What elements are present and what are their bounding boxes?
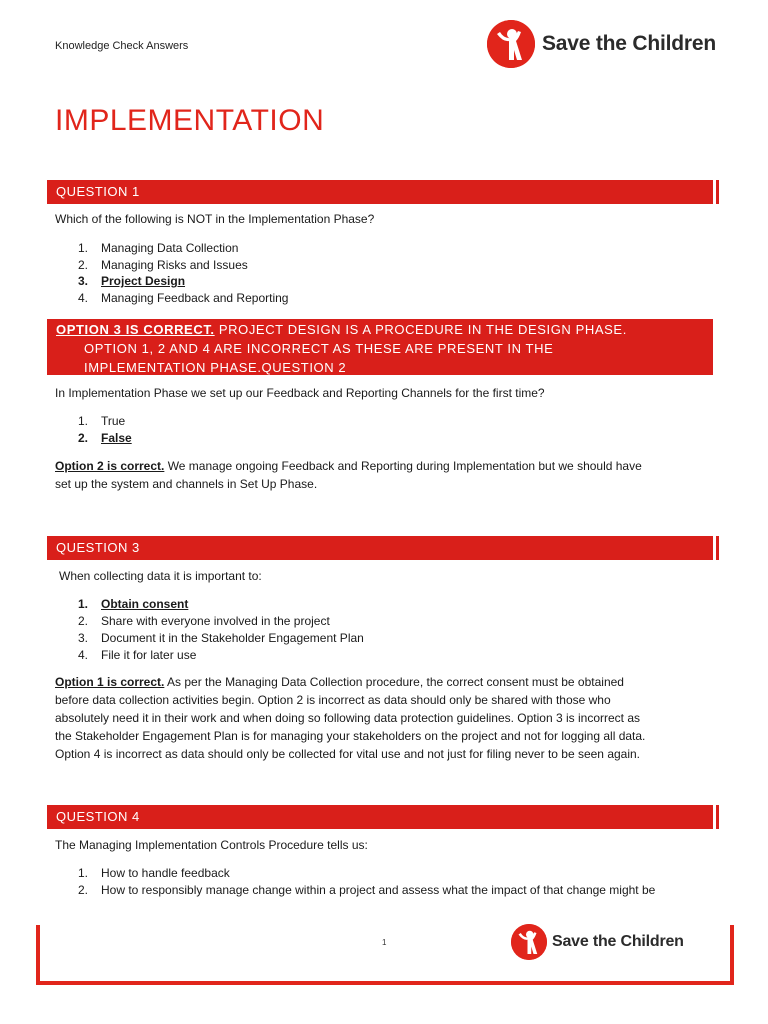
document-header-label: Knowledge Check Answers	[55, 40, 189, 52]
answer-lead: OPTION 3 IS CORRECT.	[56, 322, 215, 337]
answer-text: OPTION 1, 2 AND 4 ARE INCORRECT AS THESE ARE PRESENT IN THE	[84, 341, 554, 356]
question-1-heading: QUESTION 1	[56, 184, 140, 199]
save-the-children-logo	[487, 20, 716, 68]
answer-text: IMPLEMENTATION PHASE.QUESTION 2	[84, 360, 347, 375]
question-1-text: Which of the following is NOT in the Implementation Phase?	[55, 212, 375, 226]
logo-text: Save the Children	[542, 32, 716, 55]
question-3-heading-bar	[47, 536, 713, 560]
list-item-correct: 3. Project Design	[78, 274, 186, 288]
list-item: 4. Managing Feedback and Reporting	[78, 291, 289, 305]
child-figure-icon	[511, 924, 547, 960]
question-1-heading-bar	[47, 180, 713, 204]
list-item: 2. Share with everyone involved in the project	[78, 614, 330, 628]
list-item-correct: 2. False	[78, 431, 132, 445]
list-item: 2. Managing Risks and Issues	[78, 258, 248, 272]
list-item: 1. True	[78, 414, 126, 428]
list-item-correct: 1. Obtain consent	[78, 597, 189, 611]
list-item: 3. Document it in the Stakeholder Engagement Plan	[78, 631, 364, 645]
question-3-answer: Option 1 is correct. As per the Managing Data Collection procedure, the correct consent must be obtained before data collection activities begin. Option 2 is incorrect as data should only be shared with those who absolutely need it in their work and when doing so following data protection guidelines. Option 3 is incorrect as the Stakeholder Engagement Plan is for managing your stakeholders on the project and not for logging all data. Option 4 is incorrect as data should only be collected for vital use and not just for filing never to be seen again.	[55, 675, 646, 761]
question-4-text: The Managing Implementation Controls Procedure tells us:	[55, 838, 368, 852]
answer-text: PROJECT DESIGN IS A PROCEDURE IN THE DESIGN PHASE.	[214, 322, 627, 337]
list-item: 1. How to handle feedback	[78, 866, 230, 880]
question-2-answer: Option 2 is correct. We manage ongoing Feedback and Reporting during Implementation but we should have set up the system and channels in Set Up Phase.	[55, 459, 642, 491]
question-2-text: In Implementation Phase we set up our Feedback and Reporting Channels for the first time?	[55, 386, 545, 400]
question-3-text: When collecting data it is important to:	[59, 569, 262, 583]
list-item: 1. Managing Data Collection	[78, 241, 239, 255]
page-title: IMPLEMENTATION	[55, 104, 325, 137]
question-4-heading: QUESTION 4	[56, 809, 140, 824]
footer-save-the-children-logo	[511, 924, 684, 960]
page-number: 1	[382, 938, 387, 947]
list-item: 4. File it for later use	[78, 648, 197, 662]
bar-divider	[716, 536, 719, 560]
bar-divider	[716, 180, 719, 204]
logo-text: Save the Children	[552, 933, 684, 950]
question-4-heading-bar	[47, 805, 713, 829]
child-figure-icon	[487, 20, 535, 68]
question-1-answer-box	[47, 319, 713, 375]
list-item: 2. How to responsibly manage change within a project and assess what the impact of that change might be	[78, 883, 656, 897]
bar-divider	[716, 805, 719, 829]
question-3-heading: QUESTION 3	[56, 540, 140, 555]
